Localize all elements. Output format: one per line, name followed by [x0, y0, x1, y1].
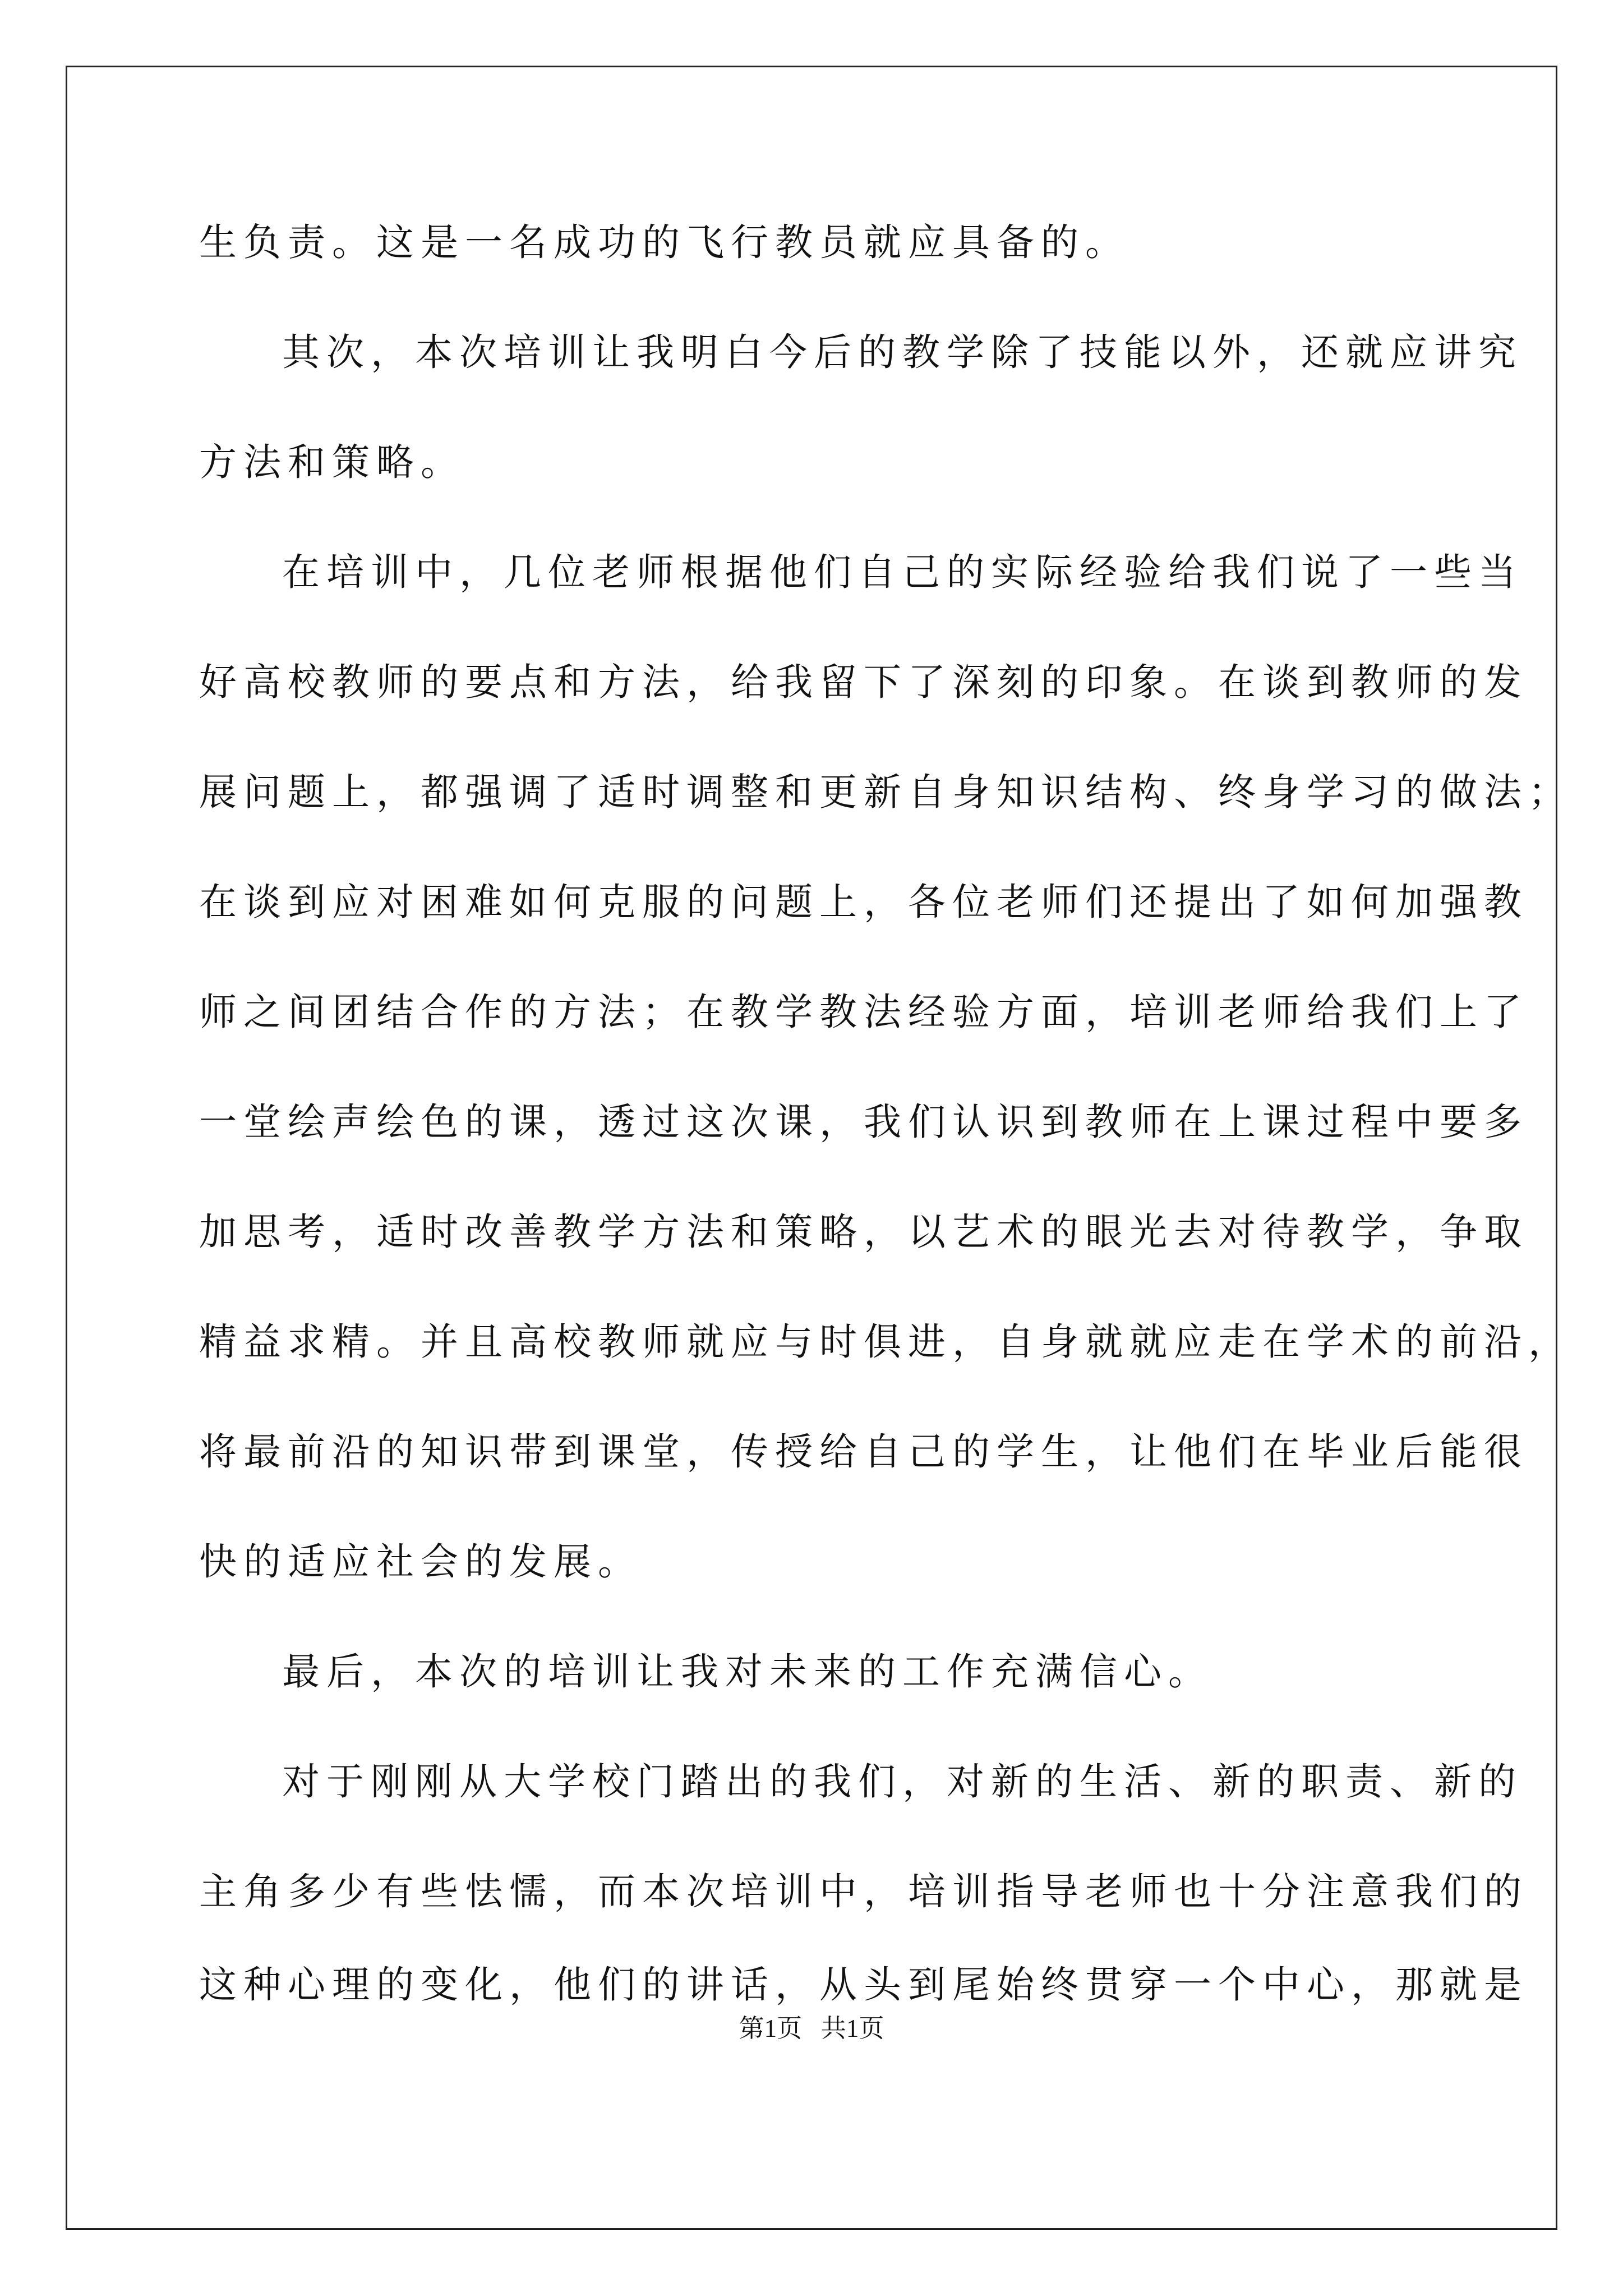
text-line-13: 快的适应社会的发展。 [199, 1540, 642, 1584]
text-line-3: 方法和策略。 [199, 440, 465, 484]
page-footer: 第1页 共1页 [739, 2014, 884, 2042]
text-line-10: 加思考，适时改善教学方法和策略，以艺术的眼光去对待教学，争取 [199, 1210, 1528, 1254]
text-line-2: 其次，本次培训让我明白今后的教学除了技能以外，还就应讲究 [282, 330, 1523, 374]
text-line-12: 将最前沿的知识带到课堂，传授给自己的学生，让他们在毕业后能很 [199, 1430, 1528, 1474]
text-line-1: 生负责。这是一名成功的飞行教员就应具备的。 [199, 220, 1129, 264]
text-line-9: 一堂绘声绘色的课，透过这次课，我们认识到教师在上课过程中要多 [199, 1100, 1528, 1144]
text-line-4: 在培训中，几位老师根据他们自己的实际经验给我们说了一些当 [282, 550, 1523, 594]
text-line-7: 在谈到应对困难如何克服的问题上，各位老师们还提出了如何加强教 [199, 880, 1528, 924]
text-line-15: 对于刚刚从大学校门踏出的我们，对新的生活、新的职责、新的 [282, 1760, 1523, 1803]
text-line-14: 最后，本次的培训让我对未来的工作充满信心。 [282, 1650, 1212, 1694]
text-line-8: 师之间团结合作的方法；在教学教法经验方面，培训老师给我们上了 [199, 990, 1528, 1034]
text-line-16: 主角多少有些怯懦，而本次培训中，培训指导老师也十分注意我们的 [199, 1870, 1528, 1913]
text-line-6: 展问题上，都强调了适时调整和更新自身知识结构、终身学习的做法； [199, 770, 1573, 814]
text-line-5: 好高校教师的要点和方法，给我留下了深刻的印象。在谈到教师的发 [199, 660, 1528, 704]
text-line-11: 精益求精。并且高校教师就应与时俱进，自身就就应走在学术的前沿， [199, 1320, 1573, 1364]
text-line-17: 这种心理的变化，他们的讲话，从头到尾始终贯穿一个中心，那就是 [199, 1963, 1528, 2007]
